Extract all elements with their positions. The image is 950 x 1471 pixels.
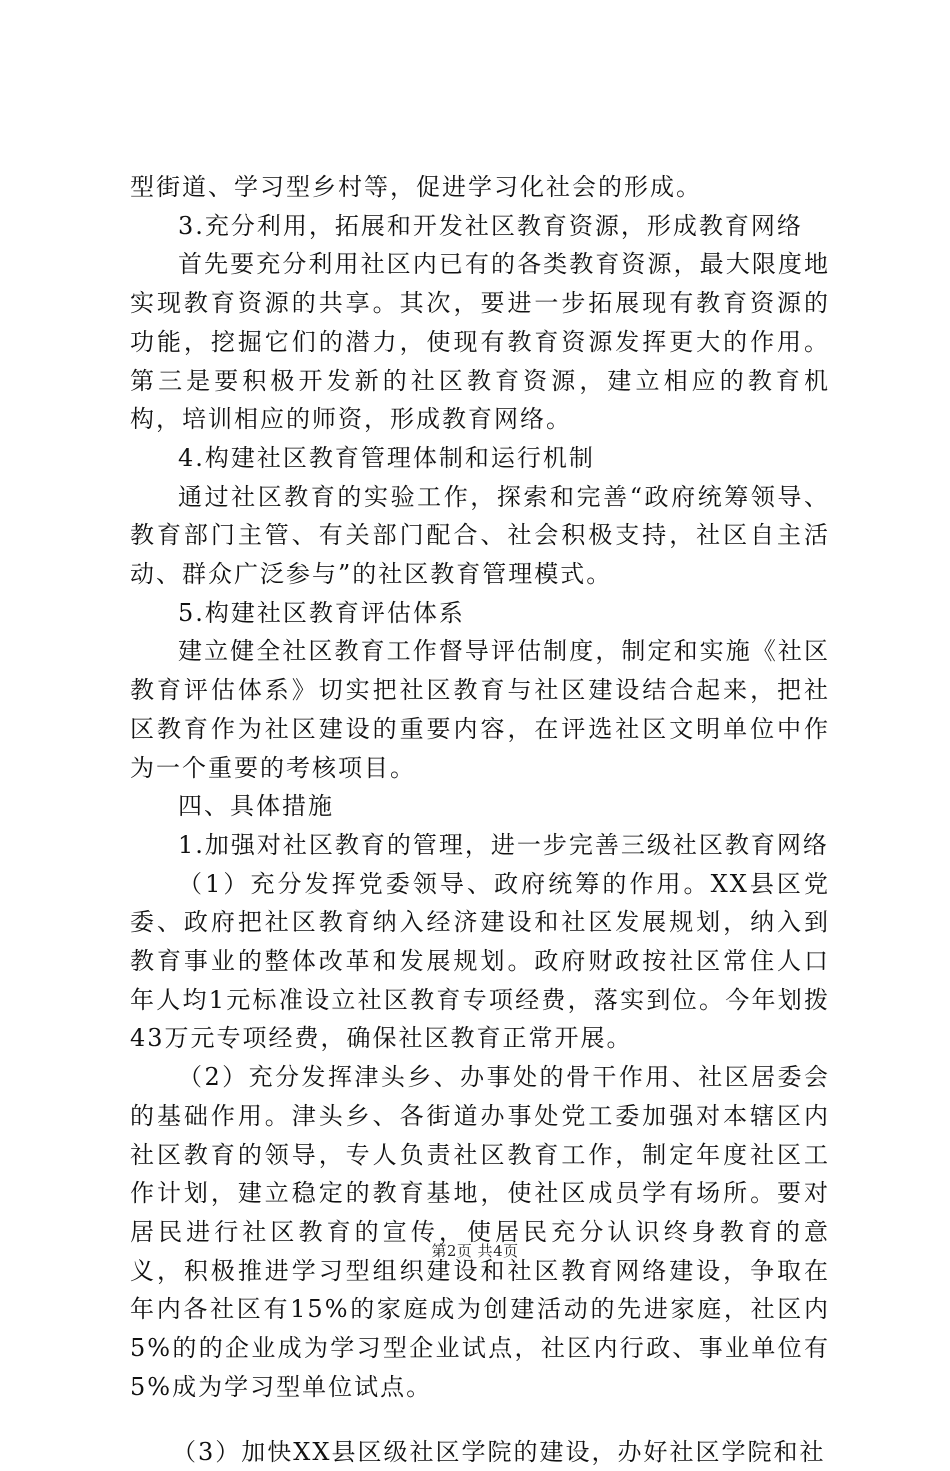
heading-5-evaluation: 5.构建社区教育评估体系 <box>130 594 830 633</box>
paragraph-continuation: 型街道、学习型乡村等，促进学习化社会的形成。 <box>130 168 830 207</box>
paragraph-item-1: （1）充分发挥党委领导、政府统筹的作用。XX县区党委、政府把社区教育纳入经济建设和社区发展规划，纳入到教育事业的整体改革和发展规划。政府财政按社区常住人口年人均1元标准设立社区教育专项经费，落实到位。今年划拨43万元专项经费，确保社区教育正常开展。 <box>130 865 830 1059</box>
page-footer: 第2页 共4页 <box>0 1240 950 1261</box>
paragraph-item-3: （3）加快XX县区级社区学院的建设，办好社区学院和社 <box>130 1433 830 1471</box>
paragraph-resources: 首先要充分利用社区内已有的各类教育资源，最大限度地实现教育资源的共享。其次，要进一步拓展现有教育资源的功能，挖掘它们的潜力，使现有教育资源发挥更大的作用。第三是要积极开发新的社区教育资源，建立相应的教育机构，培训相应的师资，形成教育网络。 <box>130 245 830 439</box>
heading-4-management: 4.构建社区教育管理体制和运行机制 <box>130 439 830 478</box>
heading-1-network: 1.加强对社区教育的管理，进一步完善三级社区教育网络 <box>130 826 830 865</box>
paragraph-gap <box>130 1407 830 1433</box>
paragraph-item-2: （2）充分发挥津头乡、办事处的骨干作用、社区居委会的基础作用。津头乡、各街道办事处党工委加强对本辖区内社区教育的领导，专人负责社区教育工作，制定年度社区工作计划，建立稳定的教育基地，使社区成员学有场所。要对居民进行社区教育的宣传，使居民充分认识终身教育的意义，积极推进学习型组织建设和社区教育网络建设，争取在年内各社区有15%的家庭成为创建活动的先进家庭，社区内5%的的企业成为学习型企业试点，社区内行政、事业单位有5%成为学习型单位试点。 <box>130 1058 830 1406</box>
paragraph-management: 通过社区教育的实验工作，探索和完善“政府统筹领导、教育部门主管、有关部门配合、社会积极支持，社区自主活动、群众广泛参与”的社区教育管理模式。 <box>130 478 830 594</box>
document-body <box>130 168 830 1471</box>
heading-3-resources: 3.充分利用，拓展和开发社区教育资源，形成教育网络 <box>130 207 830 246</box>
section-heading-measures: 四、具体措施 <box>130 787 830 826</box>
paragraph-evaluation: 建立健全社区教育工作督导评估制度，制定和实施《社区教育评估体系》切实把社区教育与社区建设结合起来，把社区教育作为社区建设的重要内容，在评选社区文明单位中作为一个重要的考核项目。 <box>130 632 830 787</box>
